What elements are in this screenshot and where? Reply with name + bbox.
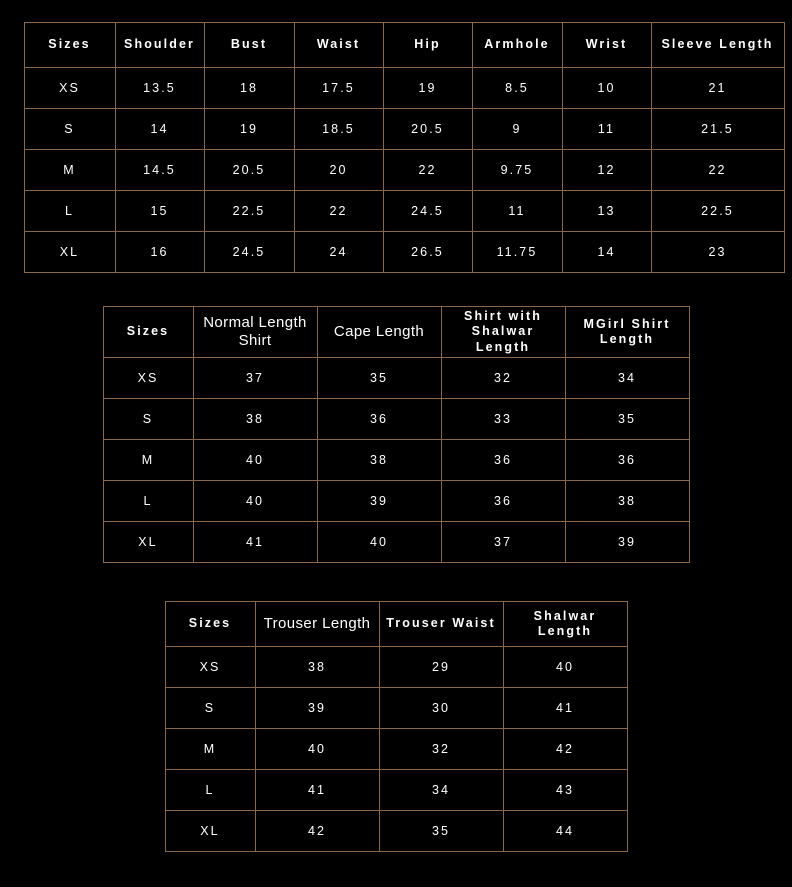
cell-size: L <box>165 770 255 811</box>
cell-value: 22 <box>651 150 784 191</box>
cell-value: 40 <box>193 440 317 481</box>
cell-size: S <box>24 109 115 150</box>
table-body <box>103 358 689 563</box>
cell-value: 32 <box>379 729 503 770</box>
column-header-sizes: Sizes <box>103 307 193 358</box>
cell-value: 26.5 <box>383 232 472 273</box>
header-row <box>103 307 689 358</box>
size-chart-body-measurements <box>24 22 785 273</box>
cell-value: 24 <box>294 232 383 273</box>
cell-size: XL <box>165 811 255 852</box>
table-body <box>24 68 784 273</box>
cell-value: 36 <box>441 440 565 481</box>
cell-value: 20.5 <box>383 109 472 150</box>
cell-value: 14.5 <box>115 150 204 191</box>
cell-value: 41 <box>503 688 627 729</box>
table-row <box>24 109 784 150</box>
cell-value: 20.5 <box>204 150 294 191</box>
column-header-hip: Hip <box>383 23 472 68</box>
column-header-normal-length-shirt: Normal Length Shirt <box>193 307 317 358</box>
column-header-shalwar-length: Shalwar Length <box>503 602 627 647</box>
cell-value: 38 <box>255 647 379 688</box>
table-row <box>165 811 627 852</box>
cell-value: 34 <box>565 358 689 399</box>
table-row <box>165 770 627 811</box>
cell-value: 44 <box>503 811 627 852</box>
cell-value: 42 <box>503 729 627 770</box>
column-header-bust: Bust <box>204 23 294 68</box>
table-header <box>165 602 627 647</box>
cell-value: 41 <box>193 522 317 563</box>
cell-value: 39 <box>255 688 379 729</box>
column-header-sizes: Sizes <box>165 602 255 647</box>
cell-value: 16 <box>115 232 204 273</box>
cell-value: 13 <box>562 191 651 232</box>
cell-value: 11 <box>562 109 651 150</box>
column-header-trouser-waist: Trouser Waist <box>379 602 503 647</box>
column-header-trouser-length: Trouser Length <box>255 602 379 647</box>
column-header-sleeve-length: Sleeve Length <box>651 23 784 68</box>
cell-value: 9 <box>472 109 562 150</box>
column-header-shoulder: Shoulder <box>115 23 204 68</box>
cell-value: 39 <box>317 481 441 522</box>
cell-size: M <box>165 729 255 770</box>
column-header-cape-length: Cape Length <box>317 307 441 358</box>
table-row <box>165 688 627 729</box>
table-row <box>24 232 784 273</box>
cell-value: 34 <box>379 770 503 811</box>
cell-value: 38 <box>565 481 689 522</box>
table-row <box>24 191 784 232</box>
table-row <box>165 729 627 770</box>
cell-value: 32 <box>441 358 565 399</box>
table-row <box>24 150 784 191</box>
table-row <box>24 68 784 109</box>
cell-value: 15 <box>115 191 204 232</box>
cell-value: 40 <box>317 522 441 563</box>
cell-size: M <box>103 440 193 481</box>
cell-value: 40 <box>503 647 627 688</box>
cell-value: 9.75 <box>472 150 562 191</box>
cell-value: 14 <box>562 232 651 273</box>
cell-value: 11.75 <box>472 232 562 273</box>
table-header <box>24 23 784 68</box>
cell-value: 20 <box>294 150 383 191</box>
cell-size: L <box>103 481 193 522</box>
column-header-armhole: Armhole <box>472 23 562 68</box>
table-row <box>103 481 689 522</box>
size-chart-trouser-lengths <box>165 601 628 852</box>
cell-value: 22 <box>383 150 472 191</box>
cell-value: 11 <box>472 191 562 232</box>
cell-value: 41 <box>255 770 379 811</box>
cell-size: S <box>165 688 255 729</box>
cell-value: 36 <box>565 440 689 481</box>
cell-value: 22 <box>294 191 383 232</box>
cell-value: 8.5 <box>472 68 562 109</box>
cell-value: 35 <box>317 358 441 399</box>
cell-value: 18.5 <box>294 109 383 150</box>
table-body <box>165 647 627 852</box>
cell-value: 21.5 <box>651 109 784 150</box>
cell-size: XL <box>103 522 193 563</box>
cell-value: 36 <box>317 399 441 440</box>
cell-value: 19 <box>383 68 472 109</box>
cell-value: 13.5 <box>115 68 204 109</box>
cell-value: 43 <box>503 770 627 811</box>
cell-value: 19 <box>204 109 294 150</box>
column-header-waist: Waist <box>294 23 383 68</box>
table-row <box>103 399 689 440</box>
table-row <box>103 358 689 399</box>
cell-value: 37 <box>193 358 317 399</box>
cell-size: S <box>103 399 193 440</box>
header-row <box>24 23 784 68</box>
cell-value: 39 <box>565 522 689 563</box>
column-header-sizes: Sizes <box>24 23 115 68</box>
cell-value: 12 <box>562 150 651 191</box>
cell-size: L <box>24 191 115 232</box>
cell-value: 18 <box>204 68 294 109</box>
cell-value: 35 <box>379 811 503 852</box>
cell-value: 29 <box>379 647 503 688</box>
cell-value: 42 <box>255 811 379 852</box>
cell-value: 10 <box>562 68 651 109</box>
cell-size: XS <box>103 358 193 399</box>
cell-value: 35 <box>565 399 689 440</box>
cell-size: XS <box>24 68 115 109</box>
column-header-shirt-with-shalwar-length: Shirt with Shalwar Length <box>441 307 565 358</box>
cell-value: 38 <box>317 440 441 481</box>
cell-value: 24.5 <box>383 191 472 232</box>
cell-value: 17.5 <box>294 68 383 109</box>
cell-value: 40 <box>255 729 379 770</box>
cell-size: XS <box>165 647 255 688</box>
table-row <box>165 647 627 688</box>
cell-value: 36 <box>441 481 565 522</box>
cell-value: 24.5 <box>204 232 294 273</box>
cell-value: 37 <box>441 522 565 563</box>
cell-value: 21 <box>651 68 784 109</box>
cell-value: 22.5 <box>651 191 784 232</box>
cell-value: 38 <box>193 399 317 440</box>
header-row <box>165 602 627 647</box>
cell-size: M <box>24 150 115 191</box>
cell-value: 23 <box>651 232 784 273</box>
size-chart-shirt-lengths <box>103 306 690 563</box>
cell-value: 33 <box>441 399 565 440</box>
cell-value: 22.5 <box>204 191 294 232</box>
cell-value: 14 <box>115 109 204 150</box>
table-row <box>103 522 689 563</box>
column-header-mgirl-shirt-length: MGirl Shirt Length <box>565 307 689 358</box>
cell-value: 30 <box>379 688 503 729</box>
table-row <box>103 440 689 481</box>
cell-value: 40 <box>193 481 317 522</box>
table-header <box>103 307 689 358</box>
cell-size: XL <box>24 232 115 273</box>
column-header-wrist: Wrist <box>562 23 651 68</box>
